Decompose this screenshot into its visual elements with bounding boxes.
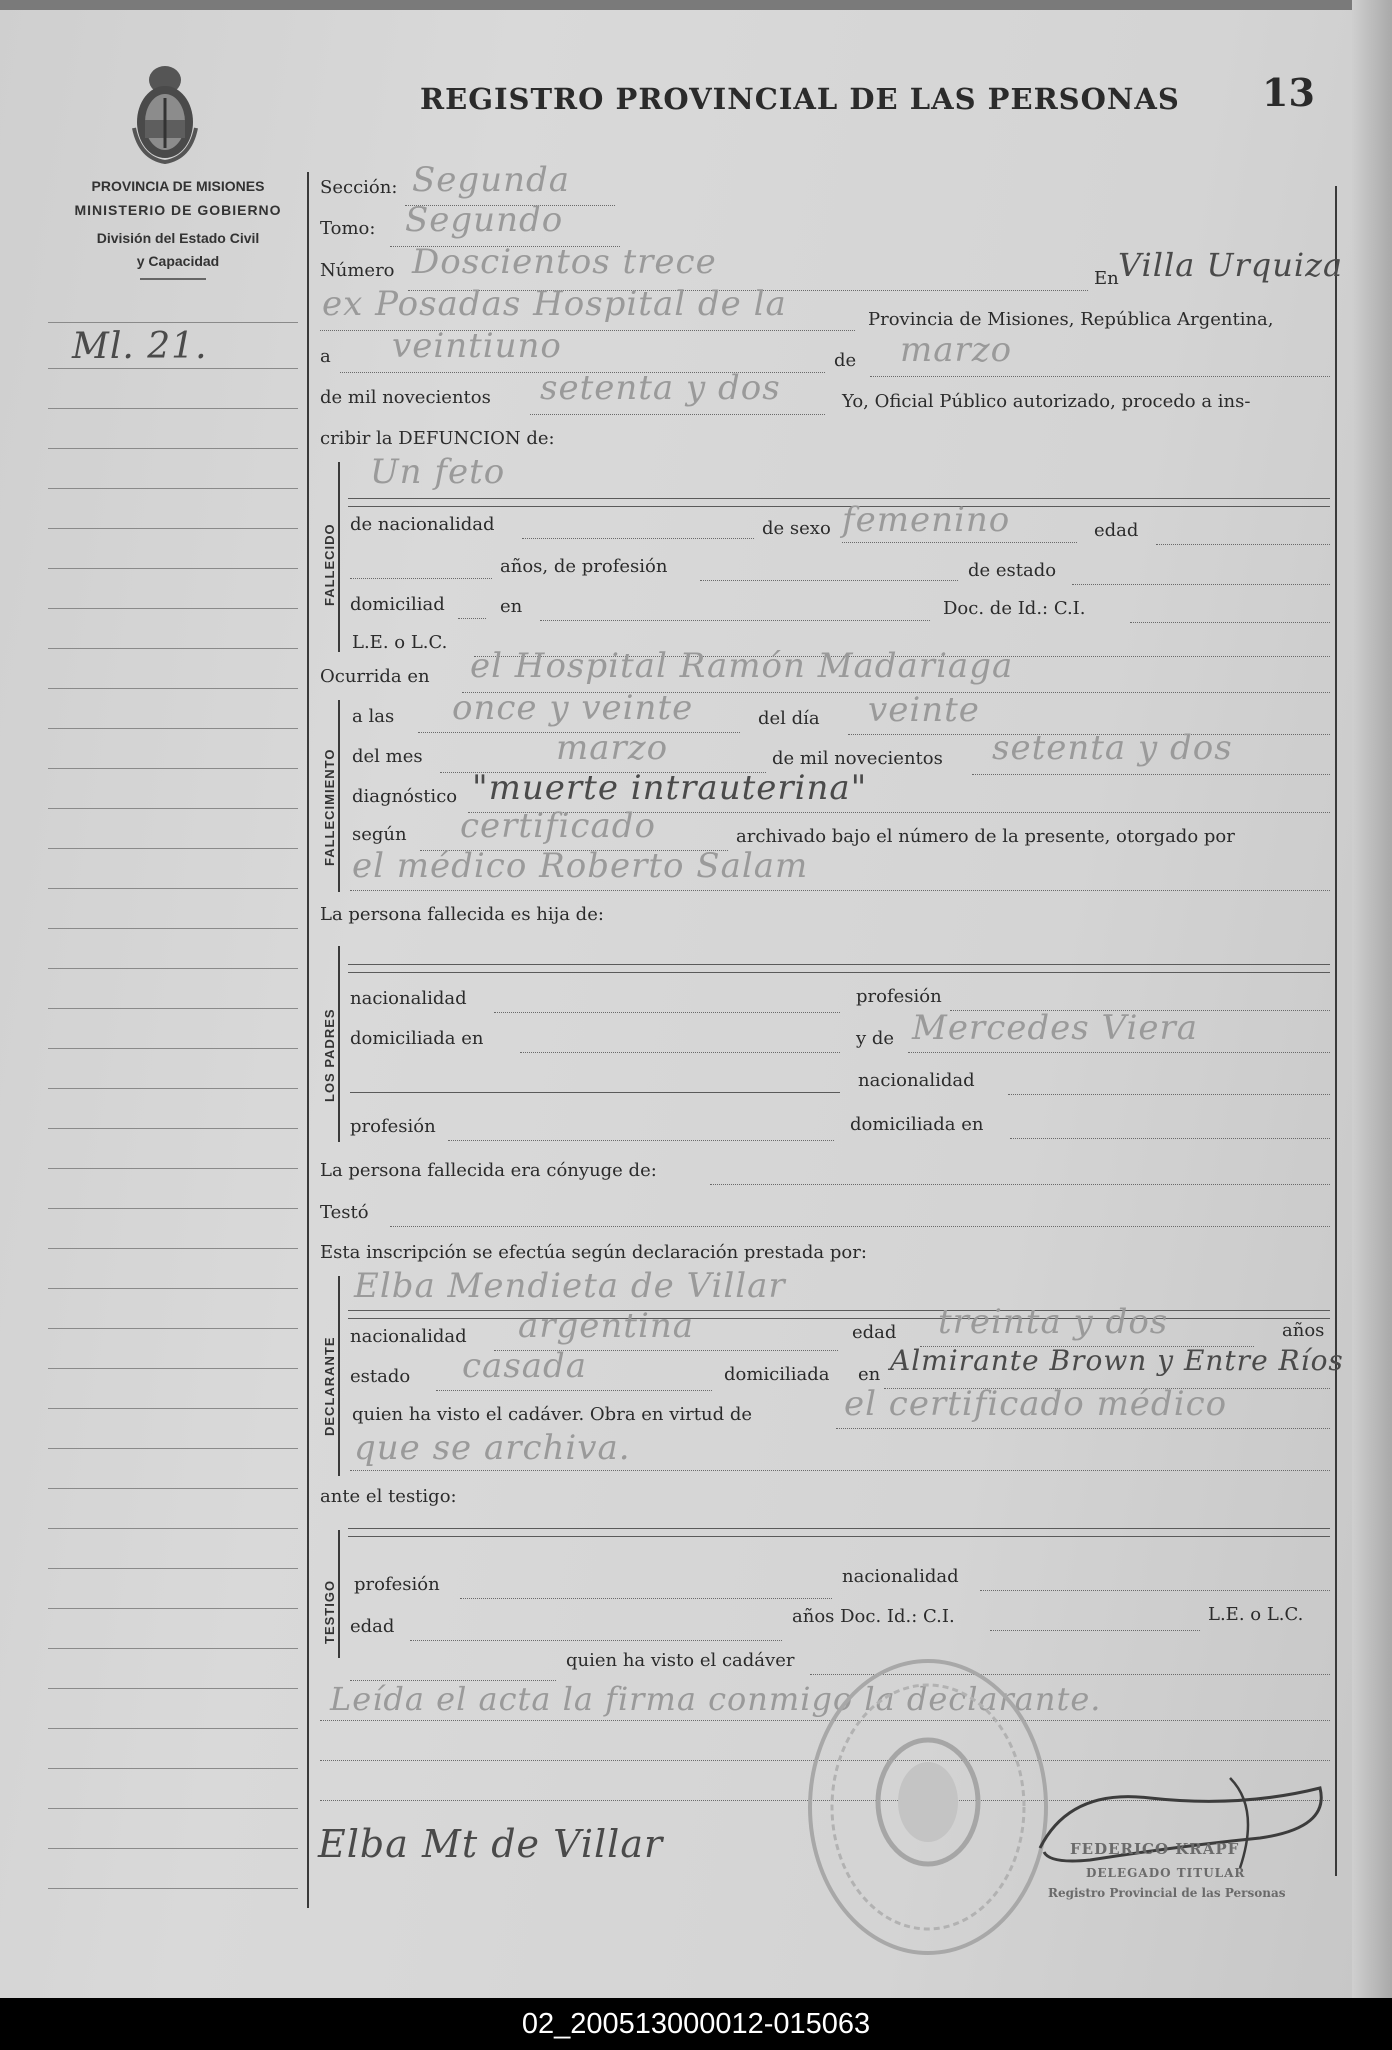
conyuge-label: La persona fallecida era cónyuge de: (320, 1160, 657, 1181)
fallecido-doc-label: Doc. de Id.: C.I. (943, 598, 1086, 619)
fill-line (520, 1052, 840, 1053)
margin-line (48, 1408, 298, 1409)
fallecido-estado-label: de estado (968, 560, 1057, 581)
margin-line (48, 1688, 298, 1689)
registry-seal-icon (802, 1652, 1054, 1962)
declarante-virtud-value2: que se archiva. (354, 1428, 631, 1468)
fill-line (448, 1140, 834, 1141)
anio-label: de mil novecientos (772, 748, 943, 769)
tomo-value: Segundo (405, 200, 564, 240)
segun-label: según (352, 824, 407, 845)
margin-line (48, 848, 298, 849)
hora-label: a las (352, 706, 395, 727)
declarante-edad-label: edad (852, 1322, 897, 1343)
margin-line (48, 528, 298, 529)
fallecido-domiciliado-label: domiciliad (350, 594, 445, 615)
page-right-edge (1352, 0, 1392, 1998)
fill-line (836, 1428, 1330, 1429)
day-value: veintiuno (392, 326, 562, 366)
padres-section-label: LOS PADRES (322, 1008, 337, 1102)
margin-line (48, 1288, 298, 1289)
padre-nacionalidad-label: nacionalidad (350, 988, 467, 1009)
office-line-3: División del Estado Civil (96, 230, 260, 246)
declarante-visto-text: quien ha visto el cadáver. Obra en virtud de (352, 1404, 753, 1425)
fill-line (350, 1092, 840, 1093)
declarante-virtud-value: el certificado médico (844, 1384, 1228, 1424)
padre-domiciliada-label: domiciliada en (350, 1028, 484, 1049)
section-bracket (338, 462, 340, 652)
officer-signature-icon (1030, 1768, 1340, 1878)
fill-line (1130, 622, 1330, 623)
ante-testigo-text: ante el testigo: (320, 1486, 457, 1507)
ocurrida-label: Ocurrida en (320, 666, 430, 687)
fill-line (980, 1590, 1330, 1591)
testigo-section-label: TESTIGO (322, 1579, 337, 1644)
inscribir-text: cribir la DEFUNCION de: (320, 428, 555, 449)
margin-line (48, 1888, 298, 1889)
margin-line (48, 568, 298, 569)
hora-value: once y veinte (452, 688, 694, 728)
fallecido-edad-label: edad (1094, 520, 1139, 541)
yde-label: y de (856, 1028, 895, 1049)
provincia-label: Provincia de Misiones, República Argentina, (868, 309, 1274, 330)
testo-label: Testó (320, 1202, 369, 1223)
fill-line (1156, 544, 1330, 545)
fill-line (700, 580, 958, 581)
declarante-edad-value: treinta y dos (938, 1302, 1169, 1342)
fallecido-sexo-value: femenino (842, 500, 1011, 540)
month-value: marzo (900, 330, 1013, 370)
fill-line (530, 414, 825, 415)
fill-line (348, 1528, 1330, 1529)
margin-line (48, 928, 298, 929)
fill-line (842, 542, 1077, 543)
seccion-value: Segunda (412, 160, 571, 200)
dia-label: del día (758, 708, 820, 729)
declarante-anos-label: años (1282, 1320, 1325, 1341)
fill-line (436, 1390, 712, 1391)
fill-line (990, 1630, 1200, 1631)
fill-line (348, 972, 1330, 973)
segun-value: certificado (460, 806, 656, 846)
fill-line (348, 498, 1330, 499)
file-caption: 02_200513000012-015063 (0, 1998, 1392, 2050)
testigo-anos-doc-label: años Doc. Id.: C.I. (792, 1606, 955, 1627)
right-border (1335, 186, 1337, 1876)
declarante-domiciliada-label: domiciliada (724, 1364, 830, 1385)
margin-line (48, 488, 298, 489)
margin-line (48, 768, 298, 769)
testigo-profesion-label: profesión (354, 1574, 440, 1595)
margin-line (48, 1648, 298, 1649)
margin-line (48, 1168, 298, 1169)
padre-profesion-label: profesión (856, 986, 942, 1007)
margin-line (48, 728, 298, 729)
fill-line (972, 774, 1330, 775)
section-bracket (338, 946, 340, 1142)
left-border (307, 172, 309, 1908)
mes-value: marzo (556, 728, 669, 768)
margin-line (48, 608, 298, 609)
margin-line (48, 1248, 298, 1249)
section-bracket (338, 1530, 340, 1658)
margin-line (48, 1768, 298, 1769)
fill-line (1072, 584, 1330, 585)
fill-line (348, 506, 1330, 507)
office-underline (140, 278, 206, 280)
hija-label: La persona fallecida es hija de: (320, 904, 604, 925)
testigo-edad-label: edad (350, 1616, 395, 1637)
margin-line (48, 322, 298, 323)
margin-line (48, 368, 298, 369)
section-bracket (338, 700, 340, 892)
fill-line (348, 1536, 1330, 1537)
en-value: Villa Urquiza (1118, 246, 1344, 284)
fill-line (348, 1310, 1330, 1311)
margin-line (48, 648, 298, 649)
testigo-nacionalidad-label: nacionalidad (842, 1566, 959, 1587)
declarante-estado-label: estado (350, 1366, 411, 1387)
testigo-le-label: L.E. o L.C. (1208, 1604, 1304, 1625)
page-top-edge (0, 0, 1392, 10)
fill-line (710, 1184, 1330, 1185)
fill-line (540, 620, 930, 621)
margin-line (48, 1088, 298, 1089)
fill-line (908, 1052, 1330, 1053)
leida-text: Leída el acta la firma conmigo la declarante. (330, 1680, 1102, 1718)
fill-line (870, 376, 1330, 377)
fallecido-section-label: FALLECIDO (322, 523, 337, 606)
de-label: de (834, 350, 857, 371)
madre-profesion-label: profesión (350, 1116, 436, 1137)
declarante-nacionalidad-value: argentina (518, 1306, 695, 1346)
fill-line (1008, 1094, 1330, 1095)
dia-value: veinte (868, 690, 980, 730)
archivado-text: archivado bajo el número de la presente, otorgado por (736, 826, 1235, 847)
margin-line (48, 1528, 298, 1529)
fill-line (350, 890, 1330, 891)
fill-line (350, 1470, 1330, 1471)
margin-line (48, 1488, 298, 1489)
margin-line (48, 1368, 298, 1369)
fill-line (390, 1226, 1330, 1227)
fill-line (410, 1640, 782, 1641)
section-bracket (338, 1276, 340, 1476)
officer-name: FEDERICO KRAPF (1070, 1840, 1240, 1858)
diagnostico-label: diagnóstico (352, 786, 458, 807)
seccion-label: Sección: (320, 177, 398, 198)
margin-line (48, 888, 298, 889)
fill-line (1010, 1138, 1330, 1139)
fallecido-sexo-label: de sexo (762, 518, 831, 539)
fill-line (522, 538, 754, 539)
margin-line (48, 1808, 298, 1809)
en-label: En (1094, 268, 1119, 289)
fallecido-anos-profesion-label: años, de profesión (500, 556, 668, 577)
numero-label: Número (320, 260, 395, 281)
margin-line (48, 1008, 298, 1009)
madre-domiciliada-label: domiciliada en (850, 1114, 984, 1135)
year-value: setenta y dos (540, 368, 781, 408)
oficial-text: Yo, Oficial Público autorizado, procedo a ins- (842, 391, 1251, 412)
office-line-1: PROVINCIA DE MISIONES (91, 178, 265, 194)
a-label: a (320, 346, 331, 367)
margin-line (48, 408, 298, 409)
diagnostico-value: "muerte intrauterina" (472, 768, 868, 808)
fill-line (348, 964, 1330, 965)
year-label: de mil novecientos (320, 387, 491, 408)
fallecido-le-label: L.E. o L.C. (352, 632, 448, 653)
fill-line (350, 578, 492, 579)
coat-of-arms-icon (128, 58, 202, 166)
declarante-estado-value: casada (462, 1346, 588, 1386)
fallecimiento-section-label: FALLECIMIENTO (322, 748, 337, 866)
margin-line (48, 1728, 298, 1729)
inscripcion-text: Esta inscripción se efectúa según declaración prestada por: (320, 1242, 867, 1263)
margin-line (48, 1448, 298, 1449)
anio-value: setenta y dos (992, 728, 1233, 768)
mes-label: del mes (352, 746, 423, 767)
margin-line (48, 968, 298, 969)
declarante-signature: Elba Mt de Villar (318, 1822, 664, 1866)
margin-line (48, 1568, 298, 1569)
fallecido-en-label: en (500, 596, 523, 617)
declarante-domicilio-value: Almirante Brown y Entre Ríos (890, 1344, 1344, 1377)
place-value: ex Posadas Hospital de la (322, 284, 787, 324)
margin-line (48, 1328, 298, 1329)
fallecido-name: Un feto (370, 452, 506, 492)
margin-line (48, 1848, 298, 1849)
margin-line (48, 1128, 298, 1129)
declarante-name: Elba Mendieta de Villar (354, 1266, 786, 1306)
page-number: 13 (1262, 70, 1315, 115)
margin-line (48, 1608, 298, 1609)
declarante-nacionalidad-label: nacionalidad (350, 1326, 467, 1347)
margin-line (48, 1048, 298, 1049)
testigo-visto-text: quien ha visto el cadáver (566, 1650, 795, 1671)
margin-line (48, 448, 298, 449)
fill-line (458, 618, 486, 619)
ocurrida-value: el Hospital Ramón Madariaga (470, 646, 1014, 686)
medico-value: el médico Roberto Salam (352, 846, 809, 886)
tomo-label: Tomo: (320, 218, 376, 239)
declarante-en-label: en (858, 1364, 881, 1385)
margin-line (48, 1208, 298, 1209)
fill-line (460, 1598, 832, 1599)
office-line-2: MINISTERIO DE GOBIERNO (74, 202, 282, 218)
fallecido-nacionalidad-label: de nacionalidad (350, 514, 495, 535)
fill-line (348, 1318, 1330, 1319)
declarante-section-label: DECLARANTE (322, 1336, 337, 1436)
margin-note: Ml. 21. (72, 326, 208, 367)
office-line-4: y Capacidad (136, 253, 220, 269)
margin-line (48, 688, 298, 689)
madre-name: Mercedes Viera (912, 1008, 1198, 1048)
officer-title: DELEGADO TITULAR (1086, 1866, 1246, 1880)
fill-line (494, 1012, 840, 1013)
madre-nacionalidad-label: nacionalidad (858, 1070, 975, 1091)
margin-line (48, 808, 298, 809)
numero-value: Doscientos trece (412, 242, 717, 282)
page-title: REGISTRO PROVINCIAL DE LAS PERSONAS (420, 82, 1180, 116)
officer-office: Registro Provincial de las Personas (1048, 1886, 1286, 1900)
